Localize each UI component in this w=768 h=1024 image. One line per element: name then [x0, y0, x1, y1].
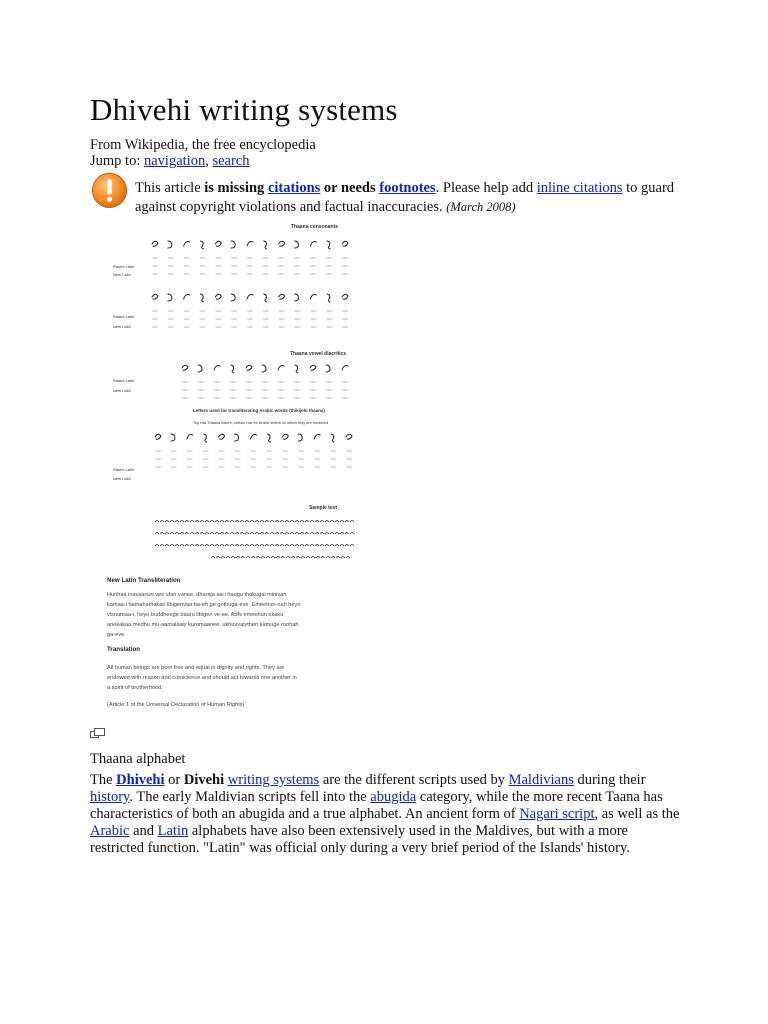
- footnotes-link-label: footnotes: [379, 180, 436, 196]
- magnify-icon[interactable]: [90, 728, 105, 740]
- navigation-link[interactable]: navigation: [143, 153, 206, 169]
- figure-label-rasmi-2: Rasmi Latin: [113, 314, 135, 319]
- latin-link[interactable]: Latin: [157, 823, 189, 839]
- maldivians-link[interactable]: Maldivians: [508, 772, 574, 788]
- intro-paragraph: [90, 772, 680, 857]
- writing-systems-link[interactable]: writing systems: [227, 772, 320, 788]
- figure-label-new-2: New Latin: [113, 324, 131, 329]
- figure-heading-sample: Sample text: [309, 505, 338, 511]
- jump-separator: ,: [205, 153, 209, 169]
- body-text-7: category, while the more recent Taana has characteristics of both an abugida and a true alphabet. An ancient form of: [90, 789, 663, 822]
- figure-label-new-3: New Latin: [113, 388, 131, 393]
- figure-translation-line-3: a spirit of brotherhood.: [107, 685, 163, 691]
- figure-new-latin-line-4: anekakaa medhu mu-aamalaaiy kuramaanee, ukhuvvaiytheri kamuge roohah: [107, 622, 299, 628]
- figure-label-new-1: New Latin: [113, 272, 131, 277]
- history-link[interactable]: history: [90, 789, 130, 805]
- citations-link-label: citations: [267, 180, 321, 196]
- arabic-link[interactable]: Arabic: [90, 823, 130, 839]
- jump-to-bar: [90, 153, 249, 170]
- figure-new-latin-line-3: visnumaa-i, heyo buddheege baaru libigen ve-ee. Adhi emeehun ekaku: [107, 612, 284, 618]
- figure-caption: Thaana alphabet: [90, 751, 186, 767]
- figure-label-rasmi-4: Rasmi Latin: [113, 467, 135, 472]
- figure-label-new-4: New Latin: [113, 476, 131, 481]
- body-text-5: during their: [573, 772, 646, 788]
- body-text-1: The: [90, 772, 117, 788]
- jump-to-label: Jump to:: [90, 153, 141, 169]
- figure-heading-arabic-note: Top row Thaana letters, bottom row for Arabic letters on which they are modelled: [193, 421, 329, 425]
- inline-citations-link[interactable]: inline citations: [536, 180, 623, 196]
- dhivehi-link-label: Dhivehi: [116, 772, 165, 788]
- body-text-10: alphabets have also been extensively used in the Maldives, but with a more restricted function. "Latin" was official only during a very brief period of the Islands' history.: [90, 823, 630, 856]
- figure-new-latin-line-2: kamaa-i hamahamakan libigenvaa ba-eh ge gothuga-eve. Emeehun-nah heyo: [107, 602, 301, 608]
- body-text-2: or: [164, 772, 184, 788]
- figure-label-rasmi-1: Rasmi Latin: [113, 264, 135, 269]
- ambox-message: [135, 179, 675, 217]
- citations-link[interactable]: [268, 180, 320, 196]
- abugida-link[interactable]: abugida: [370, 789, 417, 805]
- from-wikipedia: From Wikipedia, the free encyclopedia: [90, 137, 316, 153]
- warning-exclamation-icon: [91, 172, 128, 209]
- dhivehi-link[interactable]: [116, 772, 164, 788]
- body-text-6: . The early Maldivian scripts fell into the: [129, 789, 371, 805]
- thaana-alphabet-image[interactable]: [107, 218, 375, 714]
- body-text-4: are the different scripts used by: [319, 772, 509, 788]
- figure-translation-line-1: All human beings are born free and equal in dignity and rights. They are: [107, 665, 285, 671]
- ambox-text-1: This article: [135, 180, 205, 196]
- ambox-bold-missing: is missing: [204, 180, 265, 196]
- figure-new-latin-title: New Latin Transliteration: [107, 577, 181, 584]
- divehi-bold: Divehi: [183, 772, 225, 788]
- body-text-8: , as well as the: [594, 806, 680, 822]
- ambox-date: (March 2008): [446, 200, 516, 214]
- search-link[interactable]: search: [212, 153, 250, 169]
- figure-heading-consonants: Thaana consonants: [291, 224, 338, 230]
- page-title: Dhivehi writing systems: [90, 92, 398, 127]
- ambox-text-2: . Please help add: [435, 180, 537, 196]
- footnotes-link[interactable]: [379, 180, 435, 196]
- body-text-9: and: [129, 823, 158, 839]
- figure-translation-title: Translation: [107, 646, 141, 653]
- ambox-bold-or-needs: or needs: [320, 180, 380, 196]
- figure-heading-vowels: Thaana vowel diacritics: [290, 351, 347, 357]
- ambox-text-3: to guard against copyright violations and factual inaccuracies.: [135, 180, 675, 215]
- figure-new-latin-line-1: Hurihaa inssaanun ves ufan vanee, dharaja aa-i haqqu thakugai minivan: [107, 592, 287, 598]
- figure-new-latin-line-5: ga-eve.: [107, 632, 126, 638]
- figure-label-rasmi-3: Rasmi Latin: [113, 378, 135, 383]
- nagari-script-link[interactable]: Nagari script: [519, 806, 595, 822]
- figure-article-note: (Article 1 of the Universal Declaration of Human Rights): [107, 702, 245, 708]
- figure-heading-arabic: Letters used for transliterating Arabic words (thikijehi thaana): [193, 408, 325, 413]
- figure-translation-line-2: endowed with reason and conscience and should act towards one another in: [107, 675, 297, 681]
